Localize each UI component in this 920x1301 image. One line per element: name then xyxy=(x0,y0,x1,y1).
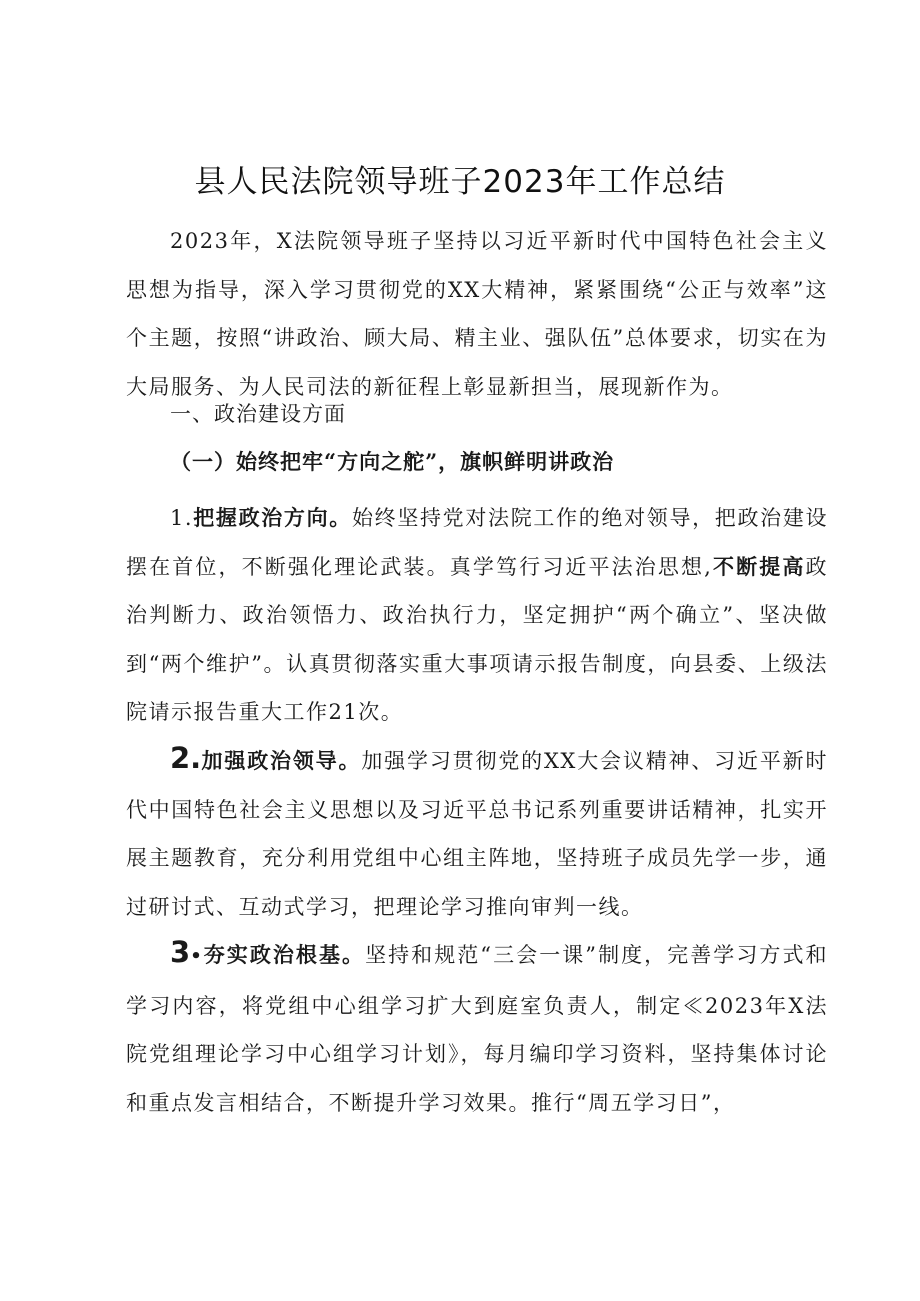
item-3-text: 坚持和规范“三会一课”制度，完善学习方式和学习内容，将党组中心组学习扩大到庭室负责人，制定≪2023年X法院党组理论学习中心组学习计划》，每月编印学习资料，坚持集体讨论和重点发言相结合，不断提升学习效果。推行“周五学习日”， xyxy=(126,943,828,1115)
item-1-heading: 把握政治方向。 xyxy=(193,506,352,530)
document-title: 县人民法院领导班子2023年工作总结 xyxy=(194,164,726,200)
item-1-number: 1. xyxy=(170,506,194,530)
item-2-number: 2. xyxy=(170,741,202,775)
item-2-text: 加强学习贯彻党的XX大会议精神、习近平新时代中国特色社会主义思想以及习近平总书记系列重要讲话精神，扎实开展主题教育，充分利用党组中心组主阵地，坚持班子成员先学一步，通过研讨式、互动式学习，把理论学习推向审判一线。 xyxy=(126,749,828,919)
item-3-paragraph xyxy=(126,928,828,1127)
item-1-paragraph xyxy=(126,494,828,737)
intro-paragraph xyxy=(126,217,828,411)
item-2-heading: 加强政治领导。 xyxy=(201,749,362,773)
item-1-text-b: 政治判断力、政治领悟力、政治执行力，坚定拥护“两个确立”、坚决做到“两个维护”。认真贯彻落实重大事项请示报告制度，向县委、上级法院请示报告重大工作21次。 xyxy=(126,554,828,724)
item-3-heading: 夯实政治根基。 xyxy=(203,943,366,967)
item-1-text-a: 始终坚持党对法院工作的绝对领导，把政治建设摆在首位，不断强化理论武装。真学笃行习近平法治思想, xyxy=(126,506,829,579)
subsection-heading: （一）始终把牢“方向之舵”，旗帜鲜明讲政治 xyxy=(170,449,615,474)
item-1-text-bold: 不断提高 xyxy=(712,554,806,579)
item-3-bullet: • xyxy=(190,946,204,967)
section-heading: 一、政治建设方面 xyxy=(170,402,346,426)
item-3-number: 3 xyxy=(170,935,191,969)
item-2-paragraph xyxy=(126,734,828,931)
intro-text: 2023年，X法院领导班子坚持以习近平新时代中国特色社会主义思想为指导，深入学习贯彻党的XX大精神，紧紧围绕“公正与效率”这个主题，按照“讲政治、顾大局、精主业、强队伍”总体要求，切实在为大局服务、为人民司法的新征程上彰显新担当，展现新作为。 xyxy=(126,229,828,399)
